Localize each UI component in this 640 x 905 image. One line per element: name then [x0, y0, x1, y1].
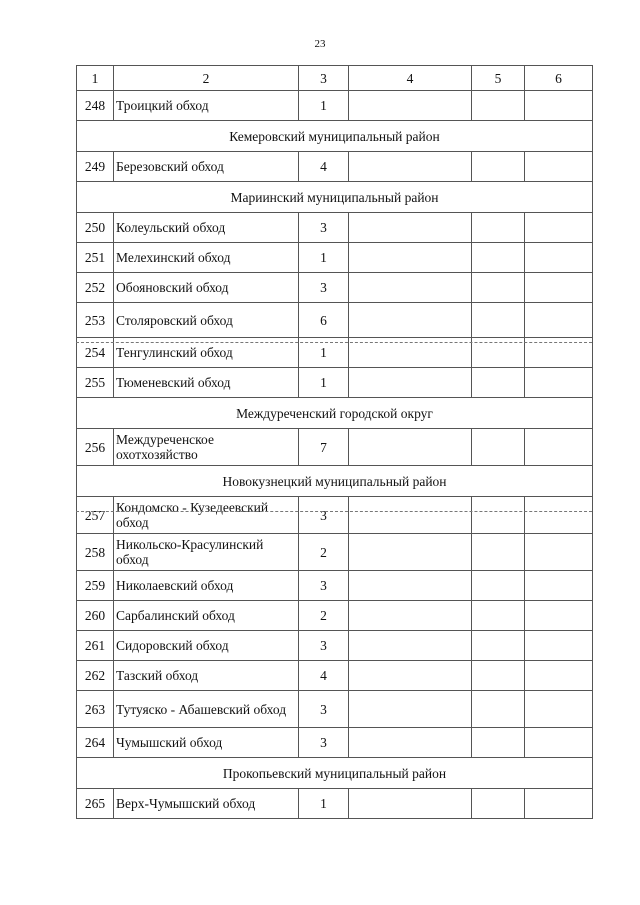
count-value: 6 [299, 303, 349, 338]
page-break-dashed-line [76, 511, 592, 512]
district-title: Кемеровский муниципальный район [77, 121, 593, 152]
area-name: Чумышский обход [114, 728, 299, 758]
district-title: Междуреченский городской округ [77, 398, 593, 429]
empty-cell [472, 273, 525, 303]
empty-cell [525, 601, 593, 631]
empty-cell [349, 601, 472, 631]
row-number: 255 [77, 368, 114, 398]
row-number: 260 [77, 601, 114, 631]
area-name: Междуреченское охотхозяйство [114, 429, 299, 466]
empty-cell [472, 728, 525, 758]
empty-cell [472, 571, 525, 601]
table-row [77, 273, 593, 303]
empty-cell [472, 661, 525, 691]
table-row [77, 243, 593, 273]
area-name: Сидоровский обход [114, 631, 299, 661]
empty-cell [525, 571, 593, 601]
table-row [77, 303, 593, 338]
count-value: 1 [299, 338, 349, 368]
table-row [77, 691, 593, 728]
empty-cell [525, 691, 593, 728]
row-number: 263 [77, 691, 114, 728]
row-number: 252 [77, 273, 114, 303]
empty-cell [349, 497, 472, 534]
count-value: 3 [299, 691, 349, 728]
empty-cell [472, 534, 525, 571]
empty-cell [472, 91, 525, 121]
empty-cell [472, 691, 525, 728]
empty-cell [349, 243, 472, 273]
area-name: Тенгулинский обход [114, 338, 299, 368]
area-name: Тазский обход [114, 661, 299, 691]
column-header: 5 [472, 66, 525, 91]
hunting-grounds-table [76, 65, 593, 819]
count-value: 7 [299, 429, 349, 466]
table-row [77, 661, 593, 691]
row-number: 265 [77, 789, 114, 819]
area-name: Тюменевский обход [114, 368, 299, 398]
table-row [77, 152, 593, 182]
empty-cell [525, 152, 593, 182]
district-row [77, 466, 593, 497]
count-value: 1 [299, 368, 349, 398]
column-header: 4 [349, 66, 472, 91]
empty-cell [525, 789, 593, 819]
table-row [77, 368, 593, 398]
district-row [77, 398, 593, 429]
area-name: Верх-Чумышский обход [114, 789, 299, 819]
row-number: 251 [77, 243, 114, 273]
district-title: Мариинский муниципальный район [77, 182, 593, 213]
empty-cell [349, 273, 472, 303]
table-row [77, 789, 593, 819]
empty-cell [349, 661, 472, 691]
empty-cell [349, 91, 472, 121]
table-row [77, 497, 593, 534]
count-value: 1 [299, 243, 349, 273]
area-name: Мелехинский обход [114, 243, 299, 273]
row-number: 249 [77, 152, 114, 182]
count-value: 2 [299, 601, 349, 631]
header-row [77, 66, 593, 91]
area-name: Троицкий обход [114, 91, 299, 121]
column-header: 3 [299, 66, 349, 91]
row-number: 253 [77, 303, 114, 338]
empty-cell [525, 91, 593, 121]
empty-cell [349, 152, 472, 182]
table-row [77, 534, 593, 571]
empty-cell [472, 303, 525, 338]
table-row [77, 213, 593, 243]
area-name: Тутуяско - Абашевский обход [114, 691, 299, 728]
empty-cell [525, 429, 593, 466]
row-number: 258 [77, 534, 114, 571]
count-value: 1 [299, 789, 349, 819]
empty-cell [525, 631, 593, 661]
empty-cell [472, 243, 525, 273]
area-name: Столяровский обход [114, 303, 299, 338]
empty-cell [349, 691, 472, 728]
empty-cell [525, 534, 593, 571]
row-number: 257 [77, 497, 114, 534]
row-number: 256 [77, 429, 114, 466]
empty-cell [472, 429, 525, 466]
table-row [77, 631, 593, 661]
empty-cell [525, 368, 593, 398]
row-number: 264 [77, 728, 114, 758]
count-value: 3 [299, 571, 349, 601]
empty-cell [349, 303, 472, 338]
page-break-dashed-line [76, 342, 592, 343]
empty-cell [472, 601, 525, 631]
table-row [77, 571, 593, 601]
area-name: Сарбалинский обход [114, 601, 299, 631]
page-number: 23 [314, 38, 326, 50]
district-title: Новокузнецкий муниципальный район [77, 466, 593, 497]
empty-cell [525, 213, 593, 243]
empty-cell [525, 273, 593, 303]
table-row [77, 728, 593, 758]
row-number: 248 [77, 91, 114, 121]
empty-cell [349, 213, 472, 243]
column-header: 2 [114, 66, 299, 91]
district-row [77, 121, 593, 152]
row-number: 261 [77, 631, 114, 661]
table-row [77, 429, 593, 466]
count-value: 4 [299, 661, 349, 691]
empty-cell [472, 152, 525, 182]
empty-cell [525, 243, 593, 273]
column-header: 1 [77, 66, 114, 91]
district-title: Прокопьевский муниципальный район [77, 758, 593, 789]
table-body [77, 66, 593, 819]
count-value: 3 [299, 273, 349, 303]
area-name: Обояновский обход [114, 273, 299, 303]
empty-cell [349, 571, 472, 601]
row-number: 262 [77, 661, 114, 691]
count-value: 3 [299, 631, 349, 661]
row-number: 250 [77, 213, 114, 243]
empty-cell [472, 631, 525, 661]
district-row [77, 182, 593, 213]
empty-cell [349, 631, 472, 661]
count-value: 3 [299, 728, 349, 758]
empty-cell [349, 368, 472, 398]
table-row [77, 601, 593, 631]
empty-cell [349, 728, 472, 758]
table-row [77, 91, 593, 121]
area-name: Кондомско - Кузедеевский обход [114, 497, 299, 534]
count-value: 1 [299, 91, 349, 121]
column-header: 6 [525, 66, 593, 91]
count-value: 3 [299, 497, 349, 534]
empty-cell [525, 728, 593, 758]
empty-cell [472, 213, 525, 243]
empty-cell [525, 661, 593, 691]
empty-cell [349, 789, 472, 819]
empty-cell [349, 429, 472, 466]
count-value: 4 [299, 152, 349, 182]
district-row [77, 758, 593, 789]
area-name: Колеульский обход [114, 213, 299, 243]
row-number: 259 [77, 571, 114, 601]
area-name: Никольско-Красулинский обход [114, 534, 299, 571]
count-value: 2 [299, 534, 349, 571]
area-name: Николаевский обход [114, 571, 299, 601]
empty-cell [472, 497, 525, 534]
empty-cell [472, 789, 525, 819]
empty-cell [525, 303, 593, 338]
empty-cell [349, 534, 472, 571]
area-name: Березовский обход [114, 152, 299, 182]
row-number: 254 [77, 338, 114, 368]
empty-cell [472, 368, 525, 398]
count-value: 3 [299, 213, 349, 243]
empty-cell [525, 497, 593, 534]
